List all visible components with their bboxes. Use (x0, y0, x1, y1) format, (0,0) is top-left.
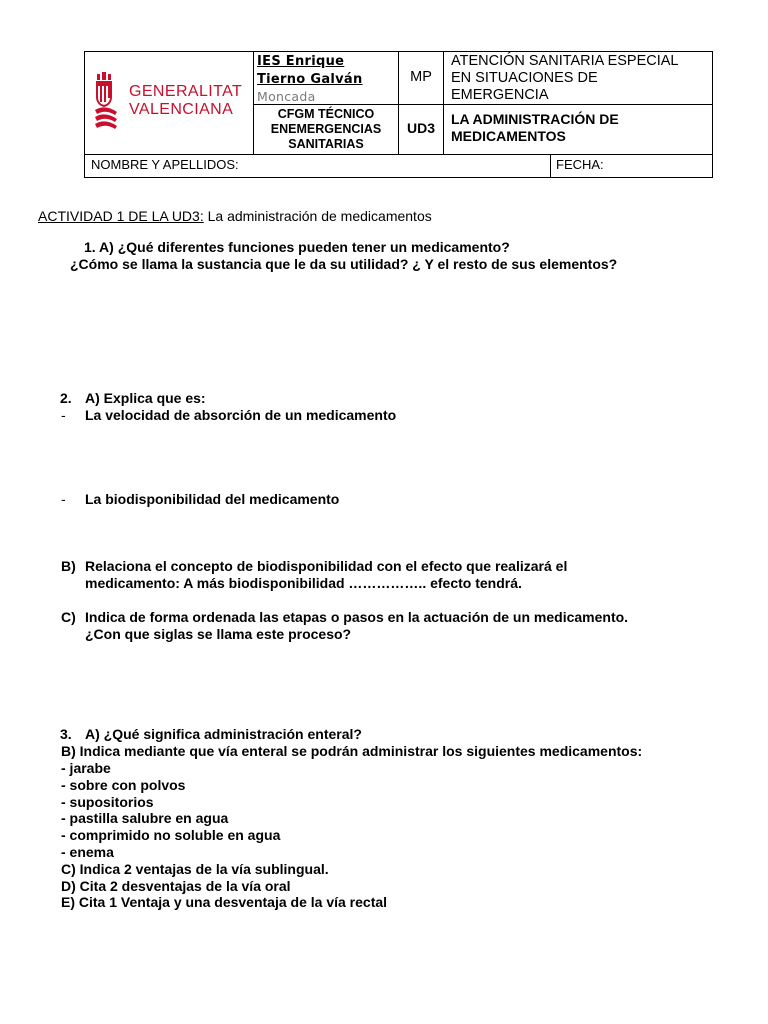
q2-c-line1: Indica de forma ordenada las etapas o pasos en la actuación de un medicamento. (85, 609, 629, 625)
divider (443, 52, 444, 154)
course-line2: ENEMERGENCIAS (270, 122, 382, 136)
activity-title (38, 208, 432, 225)
q2-dash-1: - (61, 407, 66, 423)
module-line1: ATENCIÓN SANITARIA ESPECIAL (451, 53, 679, 69)
divider (398, 52, 399, 154)
coat-of-arms-icon (93, 72, 121, 132)
generalitat-logo (93, 72, 248, 134)
q2-number: 2. (60, 390, 72, 406)
school-name-line2: Tierno Galván (257, 72, 363, 87)
q3-e: E) Cita 1 Ventaja y una desventaja de la vía rectal (61, 894, 388, 910)
school-city: Moncada (257, 89, 316, 104)
unit-title-line1: LA ADMINISTRACIÓN DE (451, 111, 619, 127)
q3-c: C) Indica 2 ventajas de la vía sublingual. (61, 861, 329, 877)
q3-item: - sobre con polvos (61, 777, 186, 793)
date-label: FECHA: (556, 157, 604, 172)
module-line2: EN SITUACIONES DE (451, 70, 598, 86)
q2-item2: La biodisponibilidad del medicamento (85, 491, 340, 507)
q3-a: A) ¿Qué significa administración enteral? (85, 726, 362, 742)
logo-line2: VALENCIANA (129, 101, 234, 118)
q3-d: D) Cita 2 desventajas de la vía oral (61, 878, 291, 894)
q3-b: B) Indica mediante que vía enteral se podrán administrar los siguientes medicamentos: (61, 743, 643, 759)
activity-title-rest: La administración de medicamentos (203, 208, 432, 224)
school-cell (257, 53, 397, 105)
q3-number: 3. (60, 726, 72, 742)
q2-a: A) Explica que es: (85, 390, 206, 406)
course-line3: SANITARIAS (288, 137, 364, 151)
q3-item: - comprimido no soluble en agua (61, 827, 281, 843)
course-line1: CFGM TÉCNICO (277, 107, 375, 121)
q1-line2: ¿Cómo se llama la sustancia que le da su utilidad? ¿ Y el resto de sus elementos? (70, 256, 618, 272)
q3-item: - enema (61, 844, 114, 860)
logo-line1: GENERALITAT (129, 83, 243, 100)
q3-item: - supositorios (61, 794, 154, 810)
q2-item1: La velocidad de absorción de un medicamento (85, 407, 397, 423)
q2-c-label: C) (61, 609, 76, 625)
q2-b-line2: medicamento: A más biodisponibilidad …………….. efecto tendrá. (85, 575, 522, 591)
q3-item: - pastilla salubre en agua (61, 810, 229, 826)
q2-b-label: B) (61, 558, 76, 574)
q3-item: - jarabe (61, 760, 111, 776)
course-cell (254, 107, 398, 152)
name-label: NOMBRE Y APELLIDOS: (91, 157, 239, 172)
q2-dash-2: - (61, 491, 66, 507)
unit-title-line2: MEDICAMENTOS (451, 128, 566, 144)
unit-title (451, 111, 711, 145)
mp-label: MP (410, 69, 432, 85)
logo-text (129, 83, 242, 119)
q1-line1: 1. A) ¿Qué diferentes funciones pueden tener un medicamento? (84, 239, 510, 255)
activity-title-underlined: ACTIVIDAD 1 DE LA UD3: (38, 208, 204, 224)
unit-code: UD3 (406, 120, 435, 136)
school-name-line1: IES Enrique (257, 54, 345, 69)
module-line3: EMERGENCIA (451, 87, 549, 103)
header-table (84, 51, 713, 178)
divider (550, 154, 551, 178)
q2-b-line1: Relaciona el concepto de biodisponibilidad con el efecto que realizará el (85, 558, 568, 574)
module-title (451, 53, 711, 104)
divider (85, 154, 713, 155)
q2-c-line2: ¿Con que siglas se llama este proceso? (85, 626, 352, 642)
